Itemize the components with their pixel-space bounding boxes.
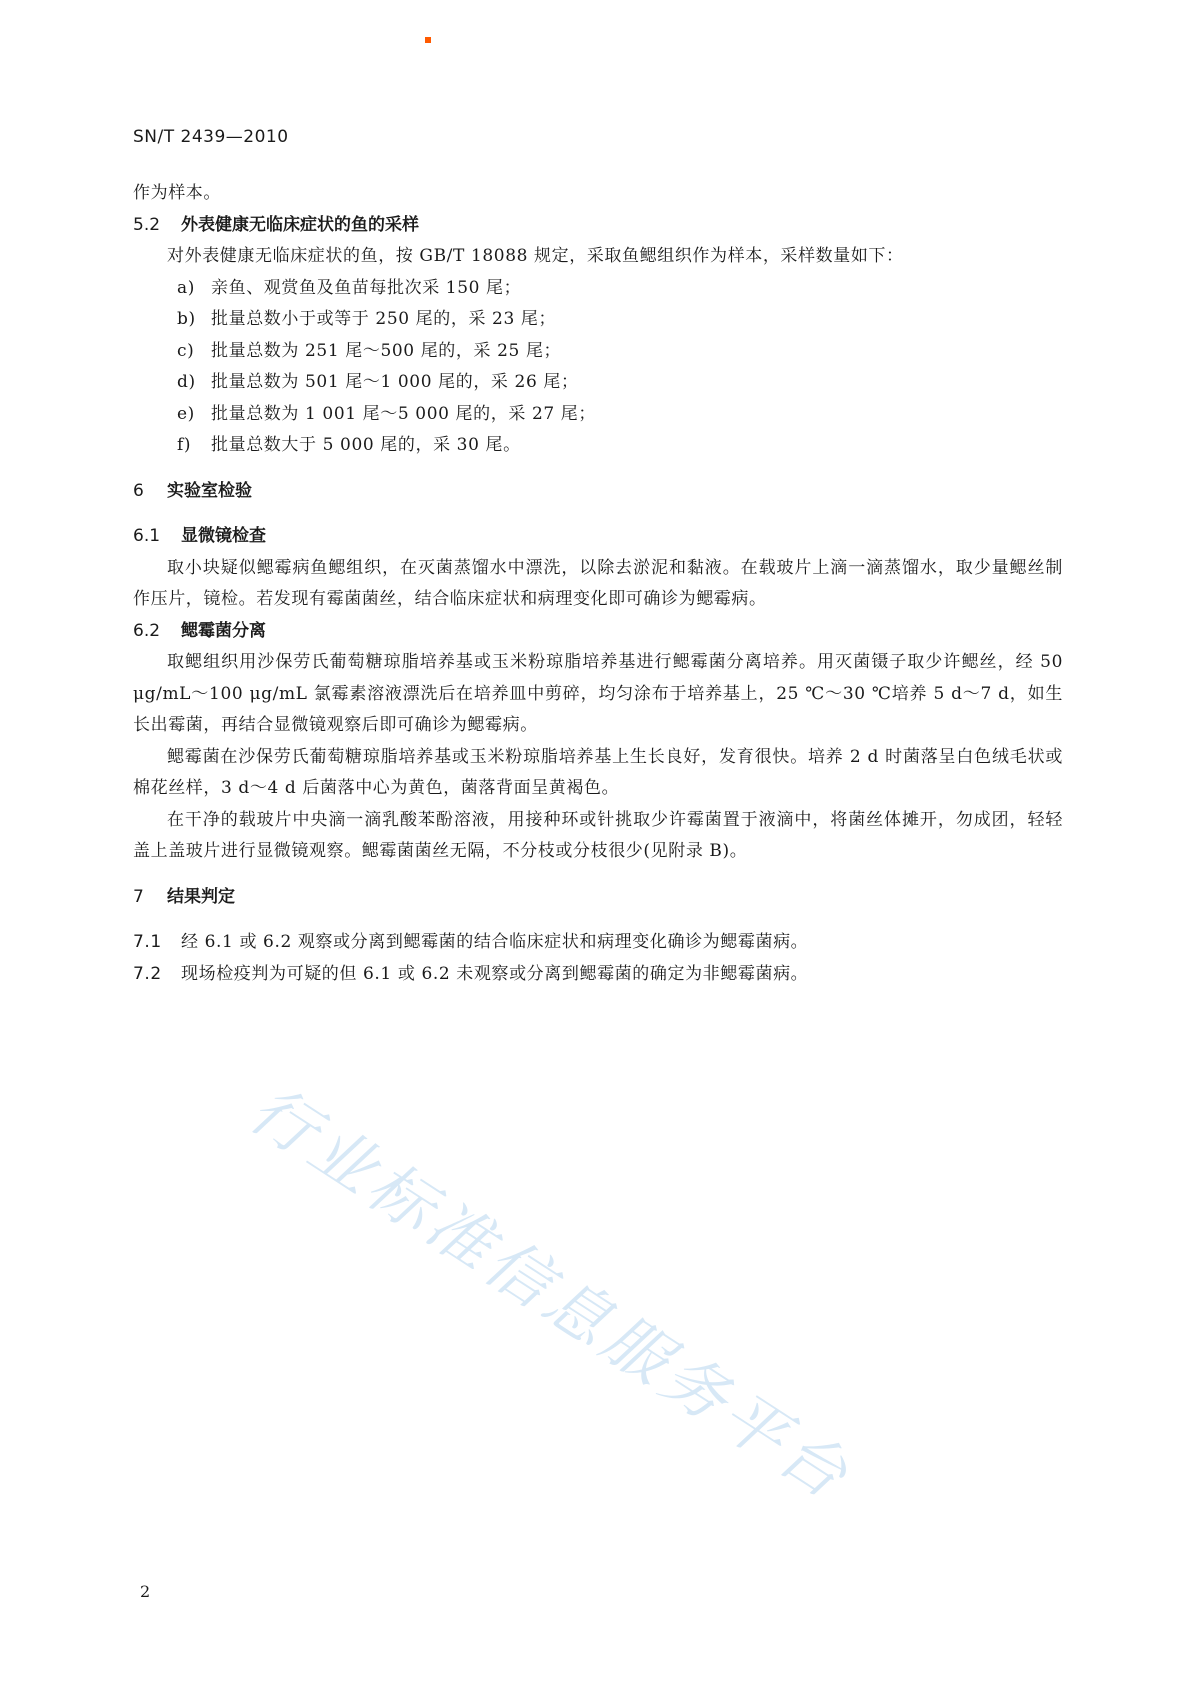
section-text: 经 6.1 或 6.2 观察或分离到鳃霉菌的结合临床症状和病理变化确诊为鳃霉菌病。 xyxy=(181,932,809,952)
list-item xyxy=(133,367,1063,399)
list-label: d) xyxy=(177,372,196,392)
section-7-heading xyxy=(133,882,1063,914)
list-item xyxy=(133,273,1063,305)
section-5-2-heading xyxy=(133,210,1063,242)
section-title: 鳃霉菌分离 xyxy=(181,620,266,641)
section-7-2 xyxy=(133,959,1063,991)
section-number: 7 xyxy=(133,886,144,907)
section-title: 结果判定 xyxy=(167,886,235,907)
section-title: 显微镜检查 xyxy=(181,526,266,546)
section-text: 现场检疫判为可疑的但 6.1 或 6.2 未观察或分离到鳃霉菌的确定为非鳃霉菌病。 xyxy=(181,963,809,984)
section-6-2-paragraph-3: 在干净的载玻片中央滴一滴乳酸苯酚溶液，用接种环或针挑取少许霉菌置于液滴中，将菌丝体摊开，勿成团，轻轻盖上盖玻片进行显微镜观察。鳃霉菌菌丝无隔，不分枝或分枝很少(见附录 B)。 xyxy=(133,809,1063,861)
section-number: 6.1 xyxy=(133,526,161,546)
section-title: 实验室检验 xyxy=(167,480,252,501)
watermark: 行业标准信息服务平台 xyxy=(236,1072,864,1516)
section-number: 6.2 xyxy=(133,620,161,641)
page-number: 2 xyxy=(140,1582,151,1601)
list-item xyxy=(133,304,1063,336)
list-label: f) xyxy=(177,435,192,455)
list-item xyxy=(133,336,1063,368)
list-text: 批量总数为 1 001 尾～5 000 尾的，采 27 尾； xyxy=(211,403,596,424)
paragraph-continuation: 作为样本。 xyxy=(133,183,221,203)
list-label: b) xyxy=(177,309,196,329)
list-text: 批量总数为 251 尾～500 尾的，采 25 尾； xyxy=(211,340,562,361)
list-label: e) xyxy=(177,403,195,424)
list-text: 批量总数小于或等于 250 尾的，采 23 尾； xyxy=(211,309,557,329)
list-label: a) xyxy=(177,277,195,298)
section-6-1-heading xyxy=(133,521,1063,553)
list-text: 批量总数为 501 尾～1 000 尾的，采 26 尾； xyxy=(211,372,579,392)
section-number: 5.2 xyxy=(133,214,161,235)
section-5-2-intro: 对外表健康无临床症状的鱼，按 GB/T 18088 规定，采取鱼鳃组织作为样本，采样数量如下： xyxy=(167,246,904,266)
standard-code: SN/T 2439—2010 xyxy=(133,127,289,147)
orange-mark xyxy=(425,37,431,43)
section-6-2-paragraph-2: 鳃霉菌在沙保劳氏葡萄糖琼脂培养基或玉米粉琼脂培养基上生长良好，发育很快。培养 2 d 时菌落呈白色绒毛状或棉花丝样，3 d～4 d 后菌落中心为黄色，菌落背面呈黄褐色。 xyxy=(133,746,1063,798)
list-label: c) xyxy=(177,340,195,361)
section-6-2-paragraph-1: 取鳃组织用沙保劳氏葡萄糖琼脂培养基或玉米粉琼脂培养基进行鳃霉菌分离培养。用灭菌镊子取少许鳃丝，经 50 μg/mL～100 μg/mL 氯霉素溶液漂洗后在培养皿中剪碎，均匀涂布于培养基上，25 ℃～30 ℃培养 5 d～7 d，如生长出霉菌，再结合显微镜观察后即可确诊为鳃霉病。 xyxy=(133,652,1063,735)
list-item xyxy=(133,399,1063,431)
document-body xyxy=(133,178,1063,990)
section-6-heading xyxy=(133,476,1063,508)
list-text: 批量总数大于 5 000 尾的，采 30 尾。 xyxy=(211,435,521,455)
section-number: 6 xyxy=(133,480,144,501)
section-title: 外表健康无临床症状的鱼的采样 xyxy=(181,214,419,235)
section-7-1 xyxy=(133,927,1063,959)
sampling-list xyxy=(133,273,1063,462)
section-6-1-paragraph: 取小块疑似鳃霉病鱼鳃组织，在灭菌蒸馏水中漂洗，以除去淤泥和黏液。在载玻片上滴一滴蒸馏水，取少量鳃丝制作压片，镜检。若发现有霉菌菌丝，结合临床症状和病理变化即可确诊为鳃霉病。 xyxy=(133,557,1063,609)
list-item xyxy=(133,430,1063,462)
section-6-2-heading xyxy=(133,616,1063,648)
section-number: 7.1 xyxy=(133,932,162,952)
list-text: 亲鱼、观赏鱼及鱼苗每批次采 150 尾； xyxy=(211,277,522,298)
section-number: 7.2 xyxy=(133,963,162,984)
